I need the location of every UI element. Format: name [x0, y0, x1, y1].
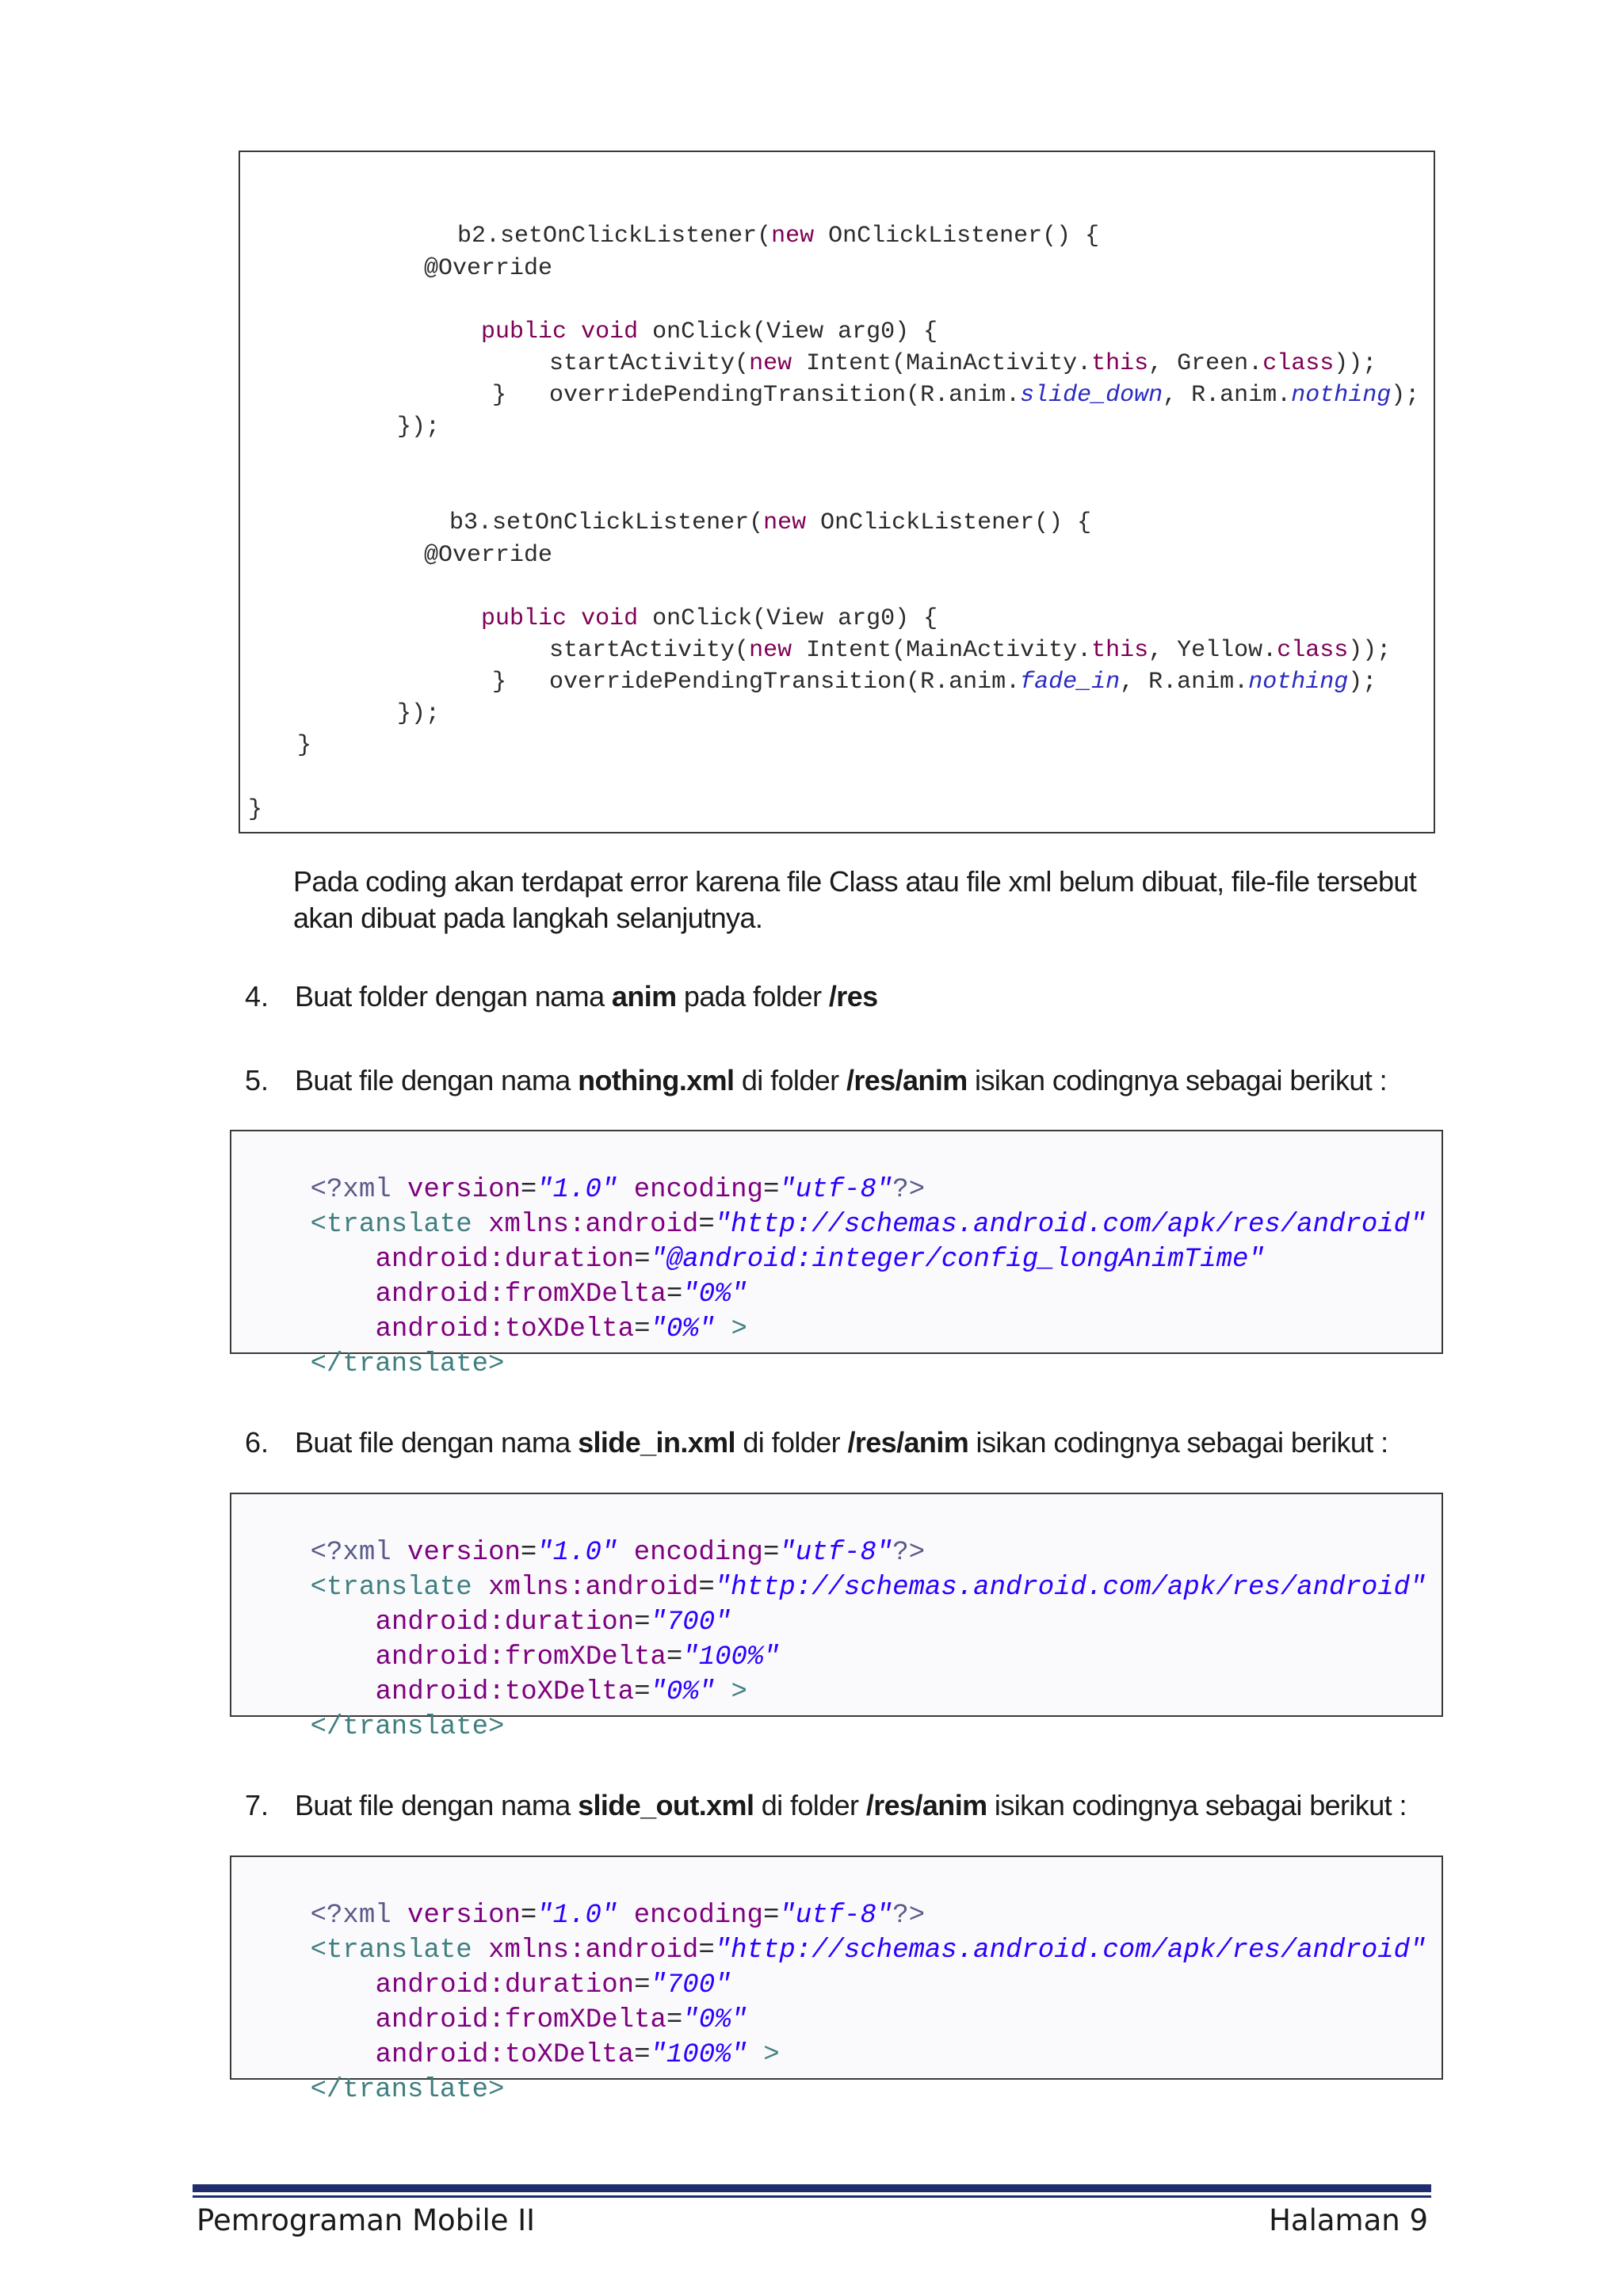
code-line: </translate>	[310, 1349, 505, 1379]
code-line: <?xml version="1.0" encoding="utf-8"?>	[310, 1175, 925, 1205]
step-number: 7.	[245, 1789, 269, 1821]
note-line: Pada coding akan terdapat error karena file Class atau file xml belum dibuat, file-file tersebut	[293, 865, 1417, 898]
note-line: akan dibuat pada langkah selanjutnya.	[293, 902, 763, 934]
footer-title: Pemrograman Mobile II	[197, 2203, 536, 2237]
code-line: @Override	[424, 255, 553, 282]
code-line: <translate xmlns:android="http://schemas.android.com/apk/res/android"	[310, 1210, 1426, 1240]
footer-rule	[193, 2184, 1431, 2192]
code-line: android:duration="700"	[375, 1970, 731, 2000]
code-line: }	[297, 732, 312, 759]
code-line: android:toXDelta="0%" >	[375, 1314, 747, 1344]
code-line: <translate xmlns:android="http://schemas.android.com/apk/res/android"	[310, 1573, 1426, 1603]
step-number: 4.	[245, 980, 269, 1013]
code-line: android:fromXDelta="100%"	[375, 1642, 780, 1672]
code-line: }	[492, 382, 507, 409]
code-line: });	[397, 700, 441, 727]
java-code-block	[239, 151, 1435, 833]
code-line: <?xml version="1.0" encoding="utf-8"?>	[310, 1901, 925, 1931]
xml-code-block-slide-in	[230, 1493, 1443, 1742]
code-line: }	[248, 796, 263, 823]
code-line: android:duration="700"	[375, 1608, 731, 1638]
code-line: <translate xmlns:android="http://schemas.android.com/apk/res/android"	[310, 1936, 1426, 1966]
step-text: Buat file dengan nama nothing.xml di folder /res/anim isikan codingnya sebagai berikut :	[295, 1064, 1387, 1097]
code-line: android:toXDelta="100%" >	[375, 2040, 780, 2070]
code-line: public void onClick(View arg0) {	[481, 605, 938, 632]
step-number: 6.	[245, 1426, 269, 1459]
step-number: 5.	[245, 1064, 269, 1097]
code-line: overridePendingTransition(R.anim.fade_in, R.anim.nothing);	[549, 669, 1377, 696]
code-line: <?xml version="1.0" encoding="utf-8"?>	[310, 1538, 925, 1568]
step-text: Buat file dengan nama slide_in.xml di folder /res/anim isikan codingnya sebagai berikut :	[295, 1426, 1388, 1459]
xml-code-block-nothing	[230, 1130, 1443, 1379]
code-line: @Override	[424, 542, 553, 569]
code-line: android:fromXDelta="0%"	[375, 1280, 747, 1310]
code-line: overridePendingTransition(R.anim.slide_down, R.anim.nothing);	[549, 382, 1420, 409]
code-line: android:duration="@android:integer/config_longAnimTime"	[375, 1245, 1265, 1275]
xml-code-block-slide-out	[230, 1855, 1443, 2105]
code-line: startActivity(new Intent(MainActivity.this, Yellow.class));	[549, 637, 1392, 664]
code-line: </translate>	[310, 2075, 505, 2105]
footer-rule-thin	[193, 2195, 1431, 2198]
code-line: });	[397, 414, 441, 441]
code-line: public void onClick(View arg0) {	[481, 318, 938, 345]
code-line: </translate>	[310, 1712, 505, 1742]
code-line: b2.setOnClickListener(new OnClickListener() {	[457, 223, 1100, 250]
code-line: b3.setOnClickListener(new OnClickListener() {	[449, 509, 1092, 536]
code-line: android:toXDelta="0%" >	[375, 1677, 747, 1707]
code-line: android:fromXDelta="0%"	[375, 2005, 747, 2035]
page-number: Halaman 9	[1269, 2203, 1428, 2237]
code-line: }	[492, 669, 507, 696]
step-text: Buat file dengan nama slide_out.xml di folder /res/anim isikan codingnya sebagai berikut :	[295, 1789, 1407, 1821]
code-line: startActivity(new Intent(MainActivity.this, Green.class));	[549, 350, 1377, 377]
step-text: Buat folder dengan nama anim pada folder /res	[295, 980, 878, 1013]
